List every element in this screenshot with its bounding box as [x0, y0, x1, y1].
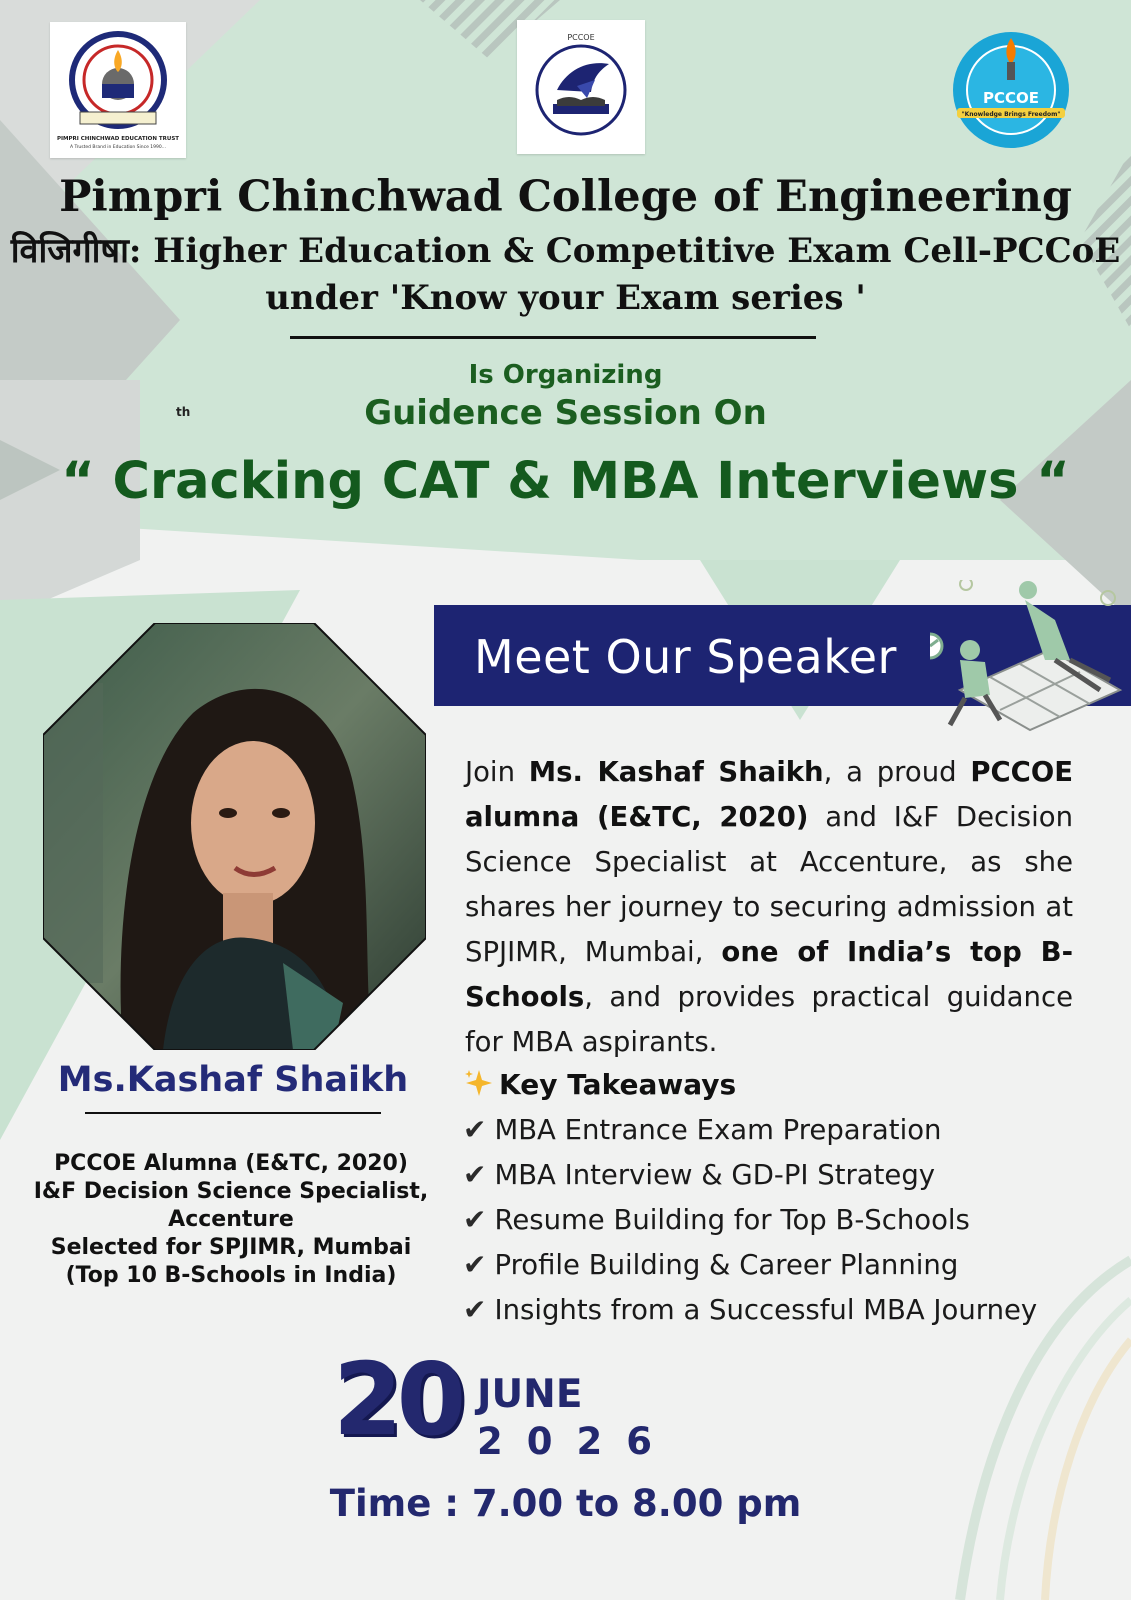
- description-bold: PCCOE alumna (E&TC, 2020): [465, 756, 1073, 833]
- takeaways-heading: [463, 1068, 736, 1101]
- vijigisha-logo: [517, 20, 645, 154]
- trust-name-text: PIMPRI CHINCHWAD EDUCATION TRUST: [56, 136, 180, 142]
- checkmark-icon: ✔: [463, 1158, 487, 1191]
- speaker-photo: [43, 623, 426, 1050]
- takeaway-item: [463, 1248, 958, 1281]
- speaker-credential: I&F Decision Science Specialist,: [33, 1179, 429, 1204]
- description-text: and I&F Decision Science Specialist at Accenture, as she shares her journey to securing admission at SPJIMR, Mumbai,: [465, 801, 1073, 968]
- takeaway-text: Insights from a Successful MBA Journey: [494, 1294, 1038, 1326]
- trust-tagline-text: A Trusted Brand in Education Since 1990...: [69, 145, 167, 150]
- series-line: under 'Know your Exam series ': [265, 278, 866, 318]
- speaker-name: Ms.Kashaf Shaikh: [57, 1060, 409, 1100]
- checkmark-icon: ✔: [463, 1248, 487, 1281]
- takeaway-item: [463, 1293, 1037, 1326]
- description-text: , and provides practical guidance for MBA aspirants.: [465, 981, 1073, 1058]
- takeaway-item: [463, 1203, 970, 1236]
- speaker-credential: Selected for SPJIMR, Mumbai: [50, 1235, 412, 1260]
- session-on-label: Guidence Session On: [364, 393, 767, 433]
- description-text: Join: [465, 756, 529, 788]
- checkmark-icon: ✔: [463, 1293, 487, 1326]
- speaker-credential: (Top 10 B-Schools in India): [65, 1263, 397, 1288]
- description-bold: Ms. Kashaf Shaikh: [528, 756, 824, 788]
- session-title: “ Cracking CAT & MBA Interviews “: [61, 452, 1070, 511]
- heading-divider: [290, 336, 816, 339]
- trust-logo: [50, 22, 186, 158]
- takeaway-text: MBA Interview & GD-PI Strategy: [494, 1159, 936, 1191]
- event-day: 20: [333, 1341, 461, 1458]
- takeaways-title: Key Takeaways: [499, 1068, 737, 1101]
- event-year: 2026: [477, 1420, 676, 1463]
- event-month: JUNE: [477, 1372, 583, 1417]
- event-time: Time : 7.00 to 8.00 pm: [329, 1482, 802, 1525]
- takeaway-text: Profile Building & Career Planning: [494, 1249, 959, 1281]
- takeaway-item: [463, 1158, 935, 1191]
- pccoe-ribbon-text: "Knowledge Brings Freedom": [961, 111, 1061, 118]
- pccoe-badge-text: PCCOE: [982, 89, 1040, 107]
- organizing-label: Is Organizing: [468, 360, 663, 390]
- trust-emblem-icon: [50, 22, 186, 158]
- workers-illustration-icon: [930, 580, 1131, 750]
- takeaway-text: MBA Entrance Exam Preparation: [494, 1114, 942, 1146]
- ordinal-mark: th: [176, 405, 191, 419]
- description-bold: one of India’s top B-Schools: [465, 936, 1074, 1013]
- takeaway-item: [463, 1113, 941, 1146]
- speaker-credential: PCCOE Alumna (E&TC, 2020): [54, 1151, 408, 1176]
- checkmark-icon: ✔: [463, 1203, 487, 1236]
- vijigisha-logo-label: PCCOE: [567, 33, 595, 42]
- description-text: , a proud: [823, 756, 971, 788]
- speaker-credential: Accenture: [168, 1207, 294, 1232]
- pccoe-logo: [945, 28, 1077, 152]
- eagle-book-icon: [517, 20, 645, 154]
- speaker-banner-title: Meet Our Speaker: [474, 630, 897, 684]
- speaker-name-divider: [85, 1112, 381, 1114]
- takeaway-text: Resume Building for Top B-Schools: [494, 1204, 970, 1236]
- cell-name: विजिगीषा: Higher Education & Competitive Exam Cell-PCCoE: [10, 231, 1121, 271]
- college-name: Pimpri Chinchwad College of Engineering: [59, 172, 1072, 222]
- pccoe-torch-emblem-icon: [945, 28, 1077, 152]
- sparkle-icon: [463, 1068, 493, 1098]
- speaker-description: [465, 750, 1073, 1065]
- checkmark-icon: ✔: [463, 1113, 487, 1146]
